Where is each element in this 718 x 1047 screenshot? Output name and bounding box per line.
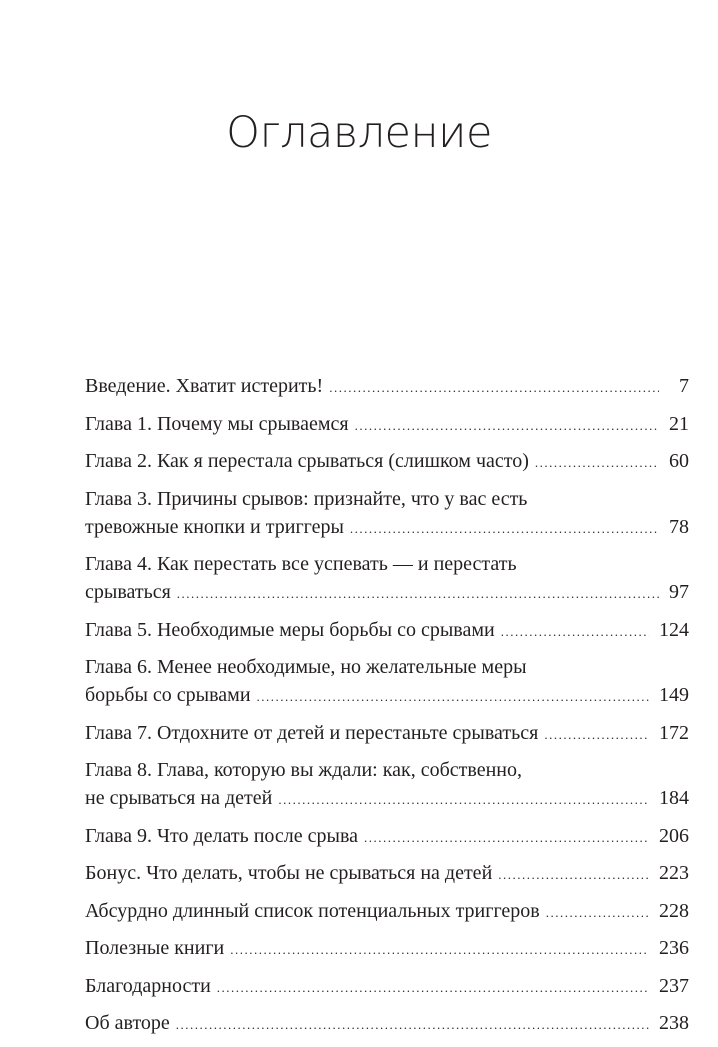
toc-entry[interactable] — [85, 934, 689, 962]
dot-leader — [546, 899, 649, 927]
dot-leader — [501, 618, 649, 646]
dot-leader — [176, 1011, 649, 1039]
toc-entry[interactable] — [85, 859, 689, 887]
toc-entry-line — [85, 616, 689, 644]
toc-entry-title: борьбы со срывами — [85, 684, 251, 706]
toc-entry-line — [85, 756, 689, 784]
toc-entry[interactable] — [85, 372, 689, 400]
toc-entry[interactable] — [85, 653, 689, 709]
toc-entry-title: Бонус. Что делать, чтобы не срываться на детей — [85, 862, 493, 884]
toc-page-number: 149 — [659, 684, 689, 706]
dot-leader — [177, 580, 659, 608]
toc-entry-line — [85, 653, 689, 681]
toc-entry-line — [85, 681, 689, 709]
toc-entry-line — [85, 897, 689, 925]
toc-entry-line — [85, 485, 689, 513]
toc-entry-title: тревожные кнопки и триггеры — [85, 515, 344, 538]
toc-entry[interactable] — [85, 485, 689, 541]
toc-entry-line — [85, 410, 689, 438]
dot-leader — [364, 824, 649, 852]
toc-page-number: 184 — [659, 787, 689, 809]
toc-entry[interactable] — [85, 822, 689, 850]
toc-entry-title: Глава 1. Почему мы срываемся — [85, 412, 349, 435]
toc-entry[interactable] — [85, 972, 689, 1000]
toc-entry-title: срываться — [85, 581, 171, 603]
toc-entry-title: Глава 7. Отдохните от детей и перестаньте срываться — [85, 721, 539, 744]
toc-entry[interactable] — [85, 1009, 689, 1037]
toc-entry-line — [85, 372, 689, 400]
toc-entry-title: Глава 6. Менее необходимые, но желательные меры — [85, 656, 527, 678]
toc-page-number: 7 — [679, 375, 689, 397]
dot-leader — [230, 936, 649, 964]
toc-entry-title: Об авторе — [85, 1012, 170, 1034]
dot-leader — [278, 786, 649, 814]
toc-page-number: 237 — [659, 974, 689, 997]
dot-leader — [217, 974, 649, 1002]
toc-page-number: 97 — [669, 581, 689, 603]
dot-leader — [257, 683, 649, 711]
toc-page-number: 21 — [669, 412, 689, 435]
toc-entry-title: Введение. Хватит истерить! — [85, 375, 324, 397]
dot-leader — [498, 861, 649, 889]
toc-entry-title: Благодарности — [85, 974, 211, 997]
toc-page-number: 228 — [659, 899, 689, 922]
dot-leader — [535, 449, 659, 477]
toc-entry[interactable] — [85, 447, 689, 475]
toc-entry-line — [85, 447, 689, 475]
toc-entry-line — [85, 513, 689, 541]
toc-page-number: 78 — [669, 515, 689, 538]
toc-entry[interactable] — [85, 897, 689, 925]
toc-entry-line — [85, 719, 689, 747]
toc-page-number: 238 — [659, 1012, 689, 1034]
toc-page-number: 60 — [669, 450, 689, 472]
toc-entry-line — [85, 822, 689, 850]
toc-entry[interactable] — [85, 550, 689, 606]
toc-page-number: 124 — [659, 618, 689, 641]
toc-entry-line — [85, 550, 689, 578]
toc-entry-title: Полезные книги — [85, 937, 225, 959]
toc-entry[interactable] — [85, 410, 689, 438]
toc-entry-title: Глава 8. Глава, которую вы ждали: как, собственно, — [85, 759, 522, 781]
dot-leader — [329, 374, 659, 402]
toc-entry-line — [85, 784, 689, 812]
dot-leader — [355, 412, 659, 440]
dot-leader — [544, 721, 649, 749]
toc-entry-line — [85, 934, 689, 962]
toc-entry-line — [85, 578, 689, 606]
toc-page-number: 236 — [659, 937, 689, 959]
dot-leader — [350, 515, 659, 543]
toc-entry[interactable] — [85, 719, 689, 747]
toc-entry-title: Глава 3. Причины срывов: признайте, что у вас есть — [85, 487, 528, 510]
toc-entry-title: Глава 5. Необходимые меры борьбы со срывами — [85, 618, 495, 641]
toc-entry[interactable] — [85, 756, 689, 812]
toc-entry-line — [85, 1009, 689, 1037]
toc-entry-title: Глава 2. Как я перестала срываться (слишком часто) — [85, 450, 529, 472]
table-of-contents — [85, 372, 689, 1047]
toc-entry-line — [85, 972, 689, 1000]
toc-entry-line — [85, 859, 689, 887]
toc-entry-title: не срываться на детей — [85, 787, 273, 809]
page-title: Оглавление — [226, 108, 492, 158]
toc-page-number: 172 — [659, 721, 689, 744]
toc-page-number: 206 — [659, 824, 689, 847]
toc-entry[interactable] — [85, 616, 689, 644]
toc-page-number: 223 — [659, 862, 689, 884]
toc-entry-title: Абсурдно длинный список потенциальных триггеров — [85, 899, 540, 922]
toc-entry-title: Глава 9. Что делать после срыва — [85, 824, 359, 847]
toc-entry-title: Глава 4. Как перестать все успевать — и перестать — [85, 553, 517, 575]
